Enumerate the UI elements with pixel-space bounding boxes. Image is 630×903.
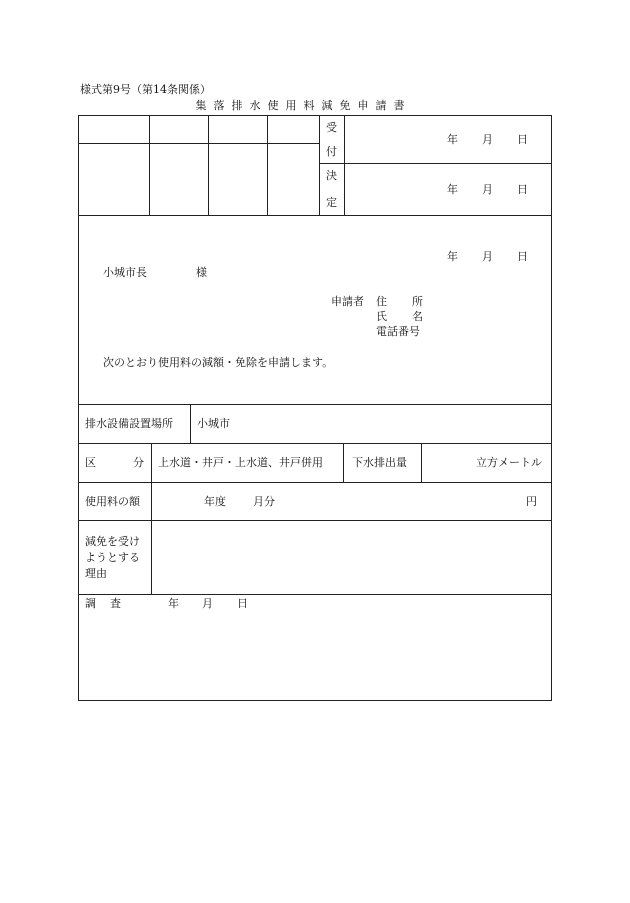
honorific: 様	[196, 266, 207, 279]
title-char: 排	[231, 99, 243, 112]
receipt-label-top: 受	[326, 121, 337, 134]
applicant-label: 申請者	[331, 295, 364, 308]
application-statement: 次のとおり使用料の減額・免除を申請します。	[103, 356, 334, 369]
survey-month[interactable]: 月	[202, 597, 213, 610]
form-number-label: 様式第9号（第14条関係）	[80, 83, 211, 96]
category-options[interactable]: 上水道・井戸・上水道、井戸併用	[158, 456, 323, 469]
phone-label: 電話番号	[376, 325, 420, 338]
location-value[interactable]: 小城市	[197, 417, 230, 430]
title-char: 水	[249, 99, 261, 112]
title-char: 減	[321, 99, 333, 112]
title-char: 申	[357, 99, 369, 112]
receipt-label-bottom: 付	[326, 145, 337, 158]
survey-day[interactable]: 日	[237, 597, 248, 610]
title-char: 書	[393, 99, 405, 112]
name-label-2: 名	[412, 310, 423, 323]
reason-label-line-3: 理由	[85, 567, 107, 580]
location-label: 排水設備設置場所	[85, 417, 173, 430]
application-year[interactable]: 年	[447, 250, 458, 263]
fee-currency[interactable]: 円	[526, 495, 537, 508]
title-char: 請	[375, 99, 387, 112]
decision-label-bottom: 定	[326, 196, 337, 209]
title-char: 料	[303, 99, 315, 112]
decision-day[interactable]: 日	[517, 183, 528, 196]
survey-label-1: 調	[85, 597, 96, 610]
category-label-1: 区	[85, 456, 96, 469]
decision-year[interactable]: 年	[447, 183, 458, 196]
title-char: 免	[339, 99, 351, 112]
application-day[interactable]: 日	[517, 250, 528, 263]
address-label-1: 住	[376, 295, 387, 308]
survey-year[interactable]: 年	[168, 597, 179, 610]
survey-label-2: 査	[110, 597, 121, 610]
category-label-2: 分	[133, 456, 144, 469]
form-title	[192, 100, 408, 111]
title-char: 落	[213, 99, 225, 112]
addressee: 小城市長	[103, 266, 147, 279]
reason-label-line-1: 減免を受け	[85, 535, 140, 548]
name-label-1: 氏	[376, 310, 387, 323]
receipt-year[interactable]: 年	[447, 133, 458, 146]
fee-month-portion[interactable]: 月分	[253, 495, 275, 508]
reason-label-line-2: ようとする	[85, 551, 140, 564]
decision-label-top: 決	[326, 169, 337, 182]
receipt-day[interactable]: 日	[517, 133, 528, 146]
title-char: 使	[267, 99, 279, 112]
application-month[interactable]: 月	[482, 250, 493, 263]
address-label-2: 所	[412, 295, 423, 308]
discharge-label: 下水排出量	[352, 456, 407, 469]
fee-fiscal-year[interactable]: 年度	[204, 495, 226, 508]
fee-label: 使用料の額	[85, 495, 140, 508]
title-char: 集	[195, 99, 207, 112]
reason-field[interactable]	[152, 521, 551, 594]
decision-month[interactable]: 月	[482, 183, 493, 196]
receipt-month[interactable]: 月	[482, 133, 493, 146]
title-char: 用	[285, 99, 297, 112]
discharge-unit[interactable]: 立方メートル	[476, 456, 542, 469]
